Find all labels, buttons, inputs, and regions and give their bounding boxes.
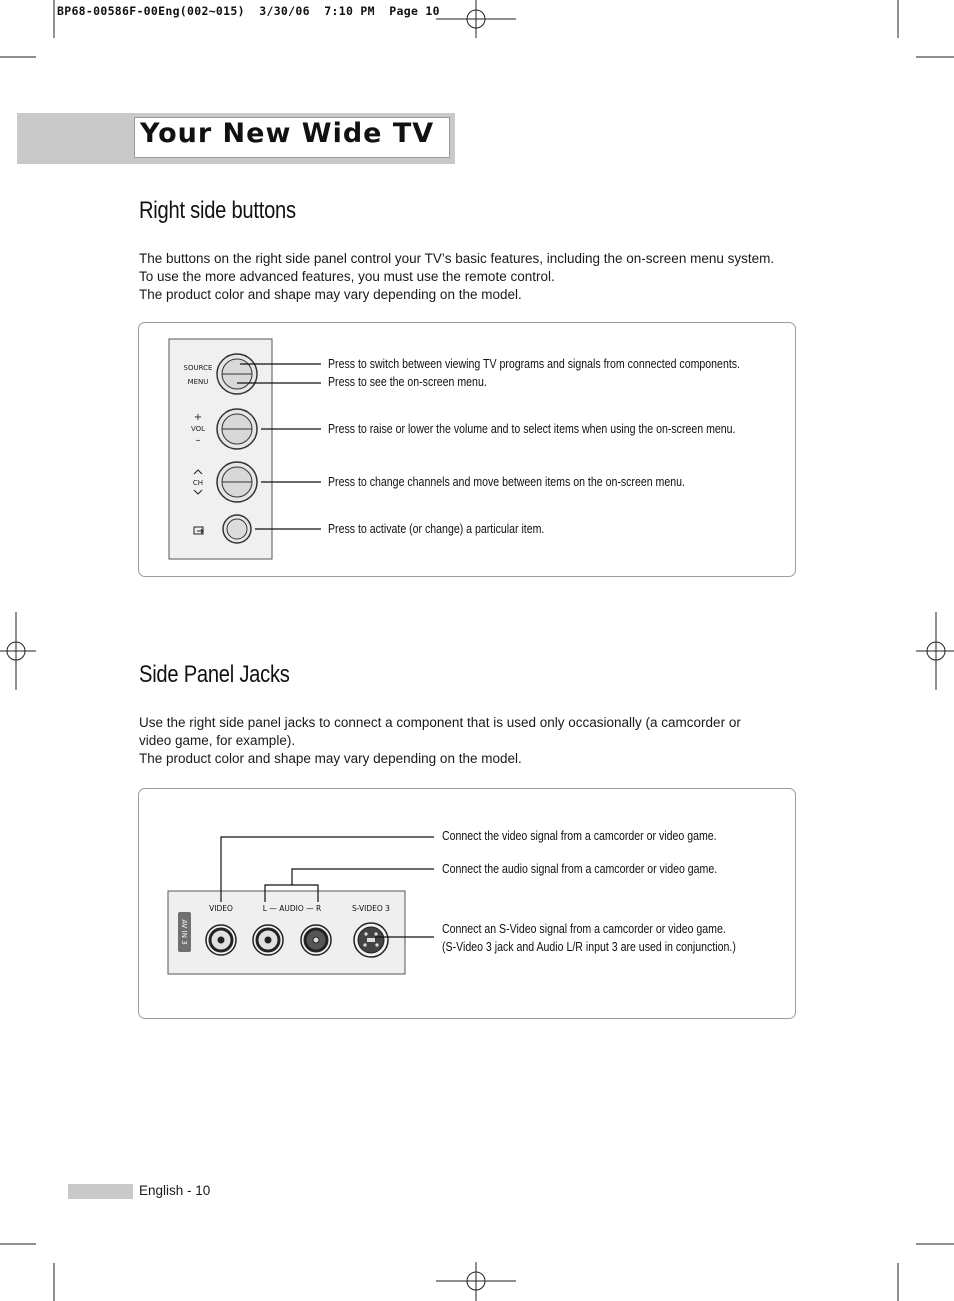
video-label: VIDEO	[209, 904, 233, 913]
callout-video: Connect the video signal from a camcorder or video game.	[442, 829, 717, 843]
paragraph-line: video game, for example).	[139, 733, 296, 748]
enter-button	[223, 515, 251, 543]
source-label: SOURCE	[183, 364, 213, 372]
vol-label: VOL	[190, 425, 206, 433]
audio-label: L — AUDIO — R	[262, 904, 322, 913]
source-menu-rocker	[217, 354, 257, 394]
paragraph-line: To use the more advanced features, you must use the remote control.	[139, 269, 555, 284]
callout-volume: Press to raise or lower the volume and to select items when using the on-screen menu.	[328, 422, 736, 436]
volume-rocker	[217, 409, 257, 449]
vol-minus-label: –	[195, 435, 201, 446]
callout-channel: Press to change channels and move between items on the on-screen menu.	[328, 475, 685, 489]
paragraph-line: The product color and shape may vary depending on the model.	[139, 751, 522, 766]
channel-rocker	[217, 462, 257, 502]
menu-label: MENU	[187, 378, 209, 386]
callout-svideo: Connect an S-Video signal from a camcorder or video game.	[442, 922, 726, 936]
section2-paragraph	[139, 714, 741, 768]
callout-source: Press to switch between viewing TV programs and signals from connected components.	[328, 357, 740, 371]
svideo-label: S-VIDEO 3	[352, 904, 390, 913]
ch-label: CH	[192, 479, 204, 487]
paragraph-line: The product color and shape may vary depending on the model.	[139, 287, 522, 302]
vol-plus-label: +	[193, 412, 203, 423]
callout-enter: Press to activate (or change) a particular item.	[328, 522, 545, 536]
jacks-panel	[138, 788, 796, 1019]
page-number: English - 10	[139, 1183, 211, 1198]
section-heading-side-panel-jacks: Side Panel Jacks	[139, 661, 290, 688]
print-header: BP68-00586F-00Eng(002~015) 3/30/06 7:10 PM Page 10	[57, 4, 440, 18]
av-in-label: AV IN 3	[180, 919, 188, 945]
callout-svideo-note: (S-Video 3 jack and Audio L/R input 3 are used in conjunction.)	[442, 940, 736, 954]
paragraph-line: The buttons on the right side panel control your TV’s basic features, including the on-screen menu system.	[139, 251, 775, 266]
callout-menu: Press to see the on-screen menu.	[328, 375, 487, 389]
page-title: Your New Wide TV	[140, 118, 435, 149]
callout-audio: Connect the audio signal from a camcorder or video game.	[442, 862, 718, 876]
footer-bar	[68, 1184, 133, 1199]
section-heading-right-side-buttons: Right side buttons	[139, 197, 296, 224]
paragraph-line: Use the right side panel jacks to connect a component that is used only occasionally (a camcorder or	[139, 715, 741, 730]
